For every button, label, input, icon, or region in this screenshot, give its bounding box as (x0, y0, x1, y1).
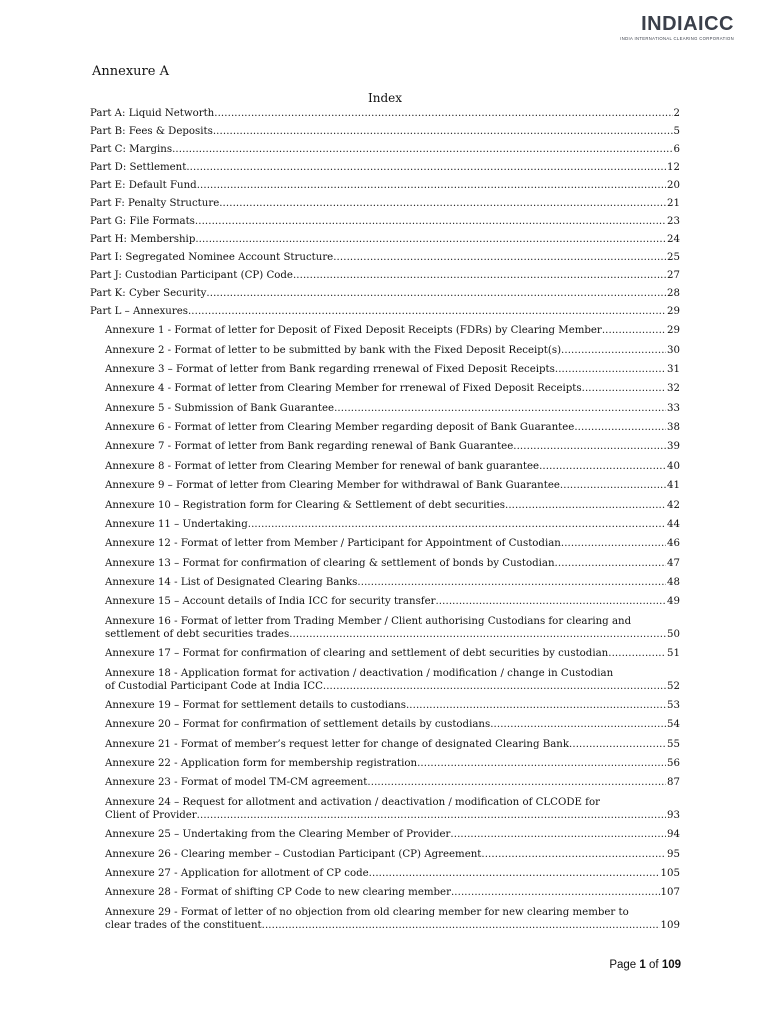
toc-page-number: 53 (667, 699, 680, 711)
toc-page-number: 24 (667, 233, 680, 245)
toc-page-number: 48 (667, 577, 680, 589)
toc-entry-line (90, 143, 680, 156)
toc-entry-title: Part J: Custodian Participant (CP) Code (90, 269, 293, 281)
toc-entry[interactable] (90, 230, 680, 248)
toc-dot-leader (569, 738, 666, 751)
toc-dot-leader (262, 919, 660, 932)
toc-page-number: 33 (667, 402, 680, 414)
toc-entry-line (105, 382, 680, 395)
toc-page-number: 51 (667, 648, 680, 660)
toc-entry-title: Annexure 16 - Format of letter from Trading Member / Client authorising Custodians for clearing and (105, 615, 632, 627)
annexure-heading: Annexure A (92, 64, 169, 79)
toc-page-number: 29 (667, 305, 680, 317)
toc-entry[interactable] (105, 572, 680, 591)
page-word: Page (609, 959, 637, 971)
toc-dot-leader (406, 699, 666, 712)
toc-entry[interactable] (90, 248, 680, 266)
toc-entry-line (90, 161, 680, 174)
toc-dot-leader (293, 269, 666, 282)
toc-entry-title: Annexure 12 - Format of letter from Member / Participant for Appointment of Custodian (105, 538, 561, 550)
toc-entry-title: Annexure 14 - List of Designated Clearing Banks (105, 577, 358, 589)
toc-page-number: 5 (673, 125, 680, 137)
table-of-contents (90, 104, 680, 934)
toc-entry-line (105, 440, 680, 453)
toc-dot-leader (186, 161, 666, 174)
toc-entry-title: Annexure 7 - Format of letter from Bank regarding renewal of Bank Guarantee (105, 441, 514, 453)
toc-entry[interactable] (105, 494, 680, 513)
toc-page-number: 50 (667, 628, 680, 640)
toc-dot-leader (505, 499, 666, 512)
toc-page-number: 95 (667, 848, 680, 860)
current-page-number: 1 (639, 959, 646, 971)
toc-entry-title: Annexure 20 – Format for confirmation of settlement details by custodians (105, 719, 491, 731)
toc-dot-leader (213, 125, 673, 138)
toc-dot-leader (490, 718, 666, 731)
toc-entry[interactable] (105, 456, 680, 475)
toc-entry-line (90, 251, 680, 264)
toc-entry[interactable] (90, 302, 680, 320)
toc-entry-line (105, 460, 680, 473)
toc-entry[interactable] (105, 714, 680, 733)
toc-dot-leader (435, 595, 666, 608)
toc-dot-leader (602, 324, 666, 337)
toc-entry[interactable] (105, 436, 680, 455)
toc-entry-line (90, 269, 680, 282)
toc-entry[interactable] (105, 553, 680, 572)
toc-dot-leader (513, 440, 666, 453)
toc-entry-line (105, 848, 680, 861)
toc-entry-line (105, 499, 680, 512)
toc-entry[interactable] (105, 734, 680, 753)
toc-entry[interactable] (105, 882, 680, 901)
toc-dot-leader (369, 867, 660, 880)
toc-page-number: 23 (667, 215, 680, 227)
toc-entry-title: Annexure 5 - Submission of Bank Guarantee (105, 402, 335, 414)
toc-dot-leader (206, 287, 666, 300)
toc-entry-line (105, 828, 680, 841)
toc-page-number: 38 (667, 422, 680, 434)
toc-page-number: 107 (660, 887, 680, 899)
toc-entry-line (105, 776, 680, 789)
toc-dot-leader (219, 197, 666, 210)
toc-entry-title: Part E: Default Fund (90, 179, 197, 191)
toc-entry-title-continuation: settlement of debt securities trades (105, 628, 290, 640)
toc-dot-leader (367, 776, 666, 789)
toc-entry-title: Annexure 29 - Format of letter of no objection from old clearing member for new clearing member to (105, 906, 629, 918)
toc-entry-line (105, 718, 680, 731)
toc-entry-line (105, 363, 680, 376)
toc-dot-leader (323, 680, 666, 693)
toc-entry-line (105, 518, 680, 531)
toc-entry-title: Part C: Margins (90, 143, 173, 155)
toc-entry[interactable] (105, 611, 680, 643)
toc-dot-leader (195, 215, 666, 228)
toc-entry-title: Annexure 19 – Format for settlement details to custodians (105, 699, 406, 711)
logo-wordmark: INDIAICC (641, 13, 734, 35)
total-pages: 109 (661, 959, 681, 971)
index-title: Index (367, 91, 403, 105)
toc-dot-leader (561, 537, 666, 550)
toc-dot-leader (555, 363, 666, 376)
toc-page-number: 47 (667, 557, 680, 569)
toc-page-number: 54 (667, 719, 680, 731)
toc-entry[interactable] (105, 417, 680, 436)
toc-entry-title: Annexure 28 - Format of shifting CP Code to new clearing member (105, 887, 451, 899)
toc-entry-title: Annexure 1 - Format of letter for Deposit of Fixed Deposit Receipts (FDRs) by Clearing Member (105, 325, 602, 337)
toc-entry[interactable] (105, 863, 680, 882)
toc-entry[interactable] (90, 122, 680, 140)
toc-dot-leader (582, 382, 666, 395)
toc-entry-line (105, 919, 680, 932)
toc-dot-leader (561, 344, 666, 357)
toc-page-number: 40 (667, 460, 680, 472)
toc-entry[interactable] (90, 212, 680, 230)
toc-dot-leader (197, 179, 666, 192)
toc-page-number: 39 (667, 441, 680, 453)
toc-entry[interactable] (90, 176, 680, 194)
toc-entry-title: Annexure 10 – Registration form for Clearing & Settlement of debt securities (105, 499, 505, 511)
toc-entry[interactable] (105, 378, 680, 397)
toc-dot-leader (560, 479, 666, 492)
toc-entry[interactable] (90, 284, 680, 302)
toc-entry[interactable] (105, 591, 680, 610)
toc-page-number: 94 (667, 829, 680, 841)
toc-entry-title: Annexure 27 - Application for allotment of CP code (105, 867, 369, 879)
toc-dot-leader (334, 402, 666, 415)
toc-entry-title: Part L – Annexures (90, 305, 188, 317)
toc-page-number: 2 (673, 107, 680, 119)
toc-entry-title-continuation: clear trades of the constituent (105, 919, 262, 931)
toc-entry-line (105, 324, 680, 337)
toc-entry[interactable] (90, 266, 680, 284)
toc-entry-line (105, 576, 680, 589)
toc-dot-leader (608, 647, 666, 660)
toc-page-number: 93 (667, 809, 680, 821)
toc-dot-leader (481, 848, 666, 861)
toc-page-number: 6 (673, 143, 680, 155)
toc-entry-line (105, 699, 680, 712)
toc-entry-title: Annexure 6 - Format of letter from Clearing Member regarding deposit of Bank Guarantee (105, 422, 575, 434)
toc-entry-title: Annexure 2 - Format of letter to be submitted by bank with the Fixed Deposit Receipt(s) (105, 344, 562, 356)
toc-entry-line (105, 757, 680, 770)
toc-entry-line (105, 537, 680, 550)
toc-entry-title: Annexure 23 - Format of model TM-CM agreement (105, 777, 368, 789)
toc-entry-title: Annexure 24 – Request for allotment and activation / deactivation / modification of CLCODE for (105, 796, 600, 808)
toc-entry-line (105, 595, 680, 608)
toc-entry-title: Annexure 17 – Format for confirmation of clearing and settlement of debt securities by custodian (105, 648, 609, 660)
toc-entry[interactable] (105, 792, 680, 824)
of-word: of (649, 959, 659, 971)
toc-entry-line (90, 287, 680, 300)
toc-page-number: 30 (667, 344, 680, 356)
toc-entry[interactable] (90, 158, 680, 176)
toc-entry-title: Annexure 15 – Account details of India ICC for security transfer (105, 596, 436, 608)
toc-dot-leader (574, 421, 666, 434)
toc-entry-line (105, 680, 680, 693)
toc-page-number: 20 (667, 179, 680, 191)
toc-entry[interactable] (105, 643, 680, 662)
toc-dot-leader (195, 233, 666, 246)
toc-entry-title: Part A: Liquid Networth (90, 107, 215, 119)
toc-entry-title: Annexure 26 - Clearing member – Custodian Participant (CP) Agreement (105, 848, 482, 860)
toc-entry-line (105, 402, 680, 415)
toc-page-number: 29 (667, 325, 680, 337)
toc-dot-leader (289, 628, 666, 641)
toc-page-number: 41 (667, 480, 680, 492)
page-footer (609, 959, 681, 971)
toc-entry-title: Annexure 22 - Application form for membership registration (105, 758, 418, 770)
toc-page-number: 21 (667, 197, 680, 209)
toc-page-number: 55 (667, 738, 680, 750)
toc-dot-leader (539, 460, 666, 473)
toc-dot-leader (197, 809, 666, 822)
toc-entry[interactable] (105, 772, 680, 791)
toc-entry-title: Annexure 9 – Format of letter from Clearing Member for withdrawal of Bank Guarantee (105, 480, 560, 492)
toc-entry-line (90, 125, 680, 138)
toc-dot-leader (417, 757, 666, 770)
toc-dot-leader (248, 518, 666, 531)
toc-entry-line (105, 557, 680, 570)
toc-page-number: 46 (667, 538, 680, 550)
toc-entry-title-continuation: Client of Provider (105, 809, 197, 821)
toc-page-number: 44 (667, 518, 680, 530)
toc-dot-leader (214, 107, 672, 120)
toc-page-number: 109 (660, 919, 680, 931)
toc-page-number: 27 (667, 269, 680, 281)
toc-dot-leader (333, 251, 666, 264)
toc-page-number: 32 (667, 383, 680, 395)
toc-entry-title: Part K: Cyber Security (90, 287, 207, 299)
toc-entry-line (105, 421, 680, 434)
toc-entry-title: Part F: Penalty Structure (90, 197, 220, 209)
toc-entry[interactable] (105, 398, 680, 417)
toc-dot-leader (357, 576, 666, 589)
toc-page-number: 28 (667, 287, 680, 299)
toc-entry-line (105, 344, 680, 357)
toc-entry-title: Annexure 4 - Format of letter from Clearing Member for rrenewal of Fixed Deposit Receipts (105, 383, 582, 395)
toc-page-number: 12 (667, 161, 680, 173)
toc-dot-leader (450, 828, 666, 841)
toc-entry-line (90, 197, 680, 210)
toc-page-number: 105 (660, 867, 680, 879)
toc-entry-line (105, 809, 680, 822)
toc-page-number: 42 (667, 499, 680, 511)
toc-entry-line (105, 867, 680, 880)
toc-entry[interactable] (105, 475, 680, 494)
toc-dot-leader (451, 886, 660, 899)
toc-entry-line (105, 738, 680, 751)
toc-entry[interactable] (105, 902, 680, 934)
toc-entry[interactable] (105, 824, 680, 843)
toc-entry[interactable] (105, 514, 680, 533)
toc-page-number: 25 (667, 251, 680, 263)
toc-entry[interactable] (90, 194, 680, 212)
toc-entry-line (90, 179, 680, 192)
toc-entry-title: Part I: Segregated Nominee Account Structure (90, 251, 334, 263)
toc-entry-title: Annexure 8 - Format of letter from Clearing Member for renewal of bank guarantee (105, 460, 540, 472)
toc-entry-title: Annexure 21 - Format of member’s request letter for change of designated Clearing Bank (105, 738, 570, 750)
toc-entry-line (105, 479, 680, 492)
toc-entry-line (90, 233, 680, 246)
toc-entry[interactable] (105, 753, 680, 772)
toc-entry-line (90, 305, 680, 318)
toc-entry-title: Part D: Settlement (90, 161, 187, 173)
toc-entry[interactable] (90, 140, 680, 158)
toc-entry[interactable] (105, 662, 680, 694)
toc-entry-title: Annexure 18 - Application format for activation / deactivation / modification / change in Custodian (105, 667, 614, 679)
toc-page-number: 31 (667, 363, 680, 375)
toc-page-number: 87 (667, 777, 680, 789)
toc-dot-leader (172, 143, 672, 156)
toc-entry-title: Annexure 13 – Format for confirmation of clearing & settlement of bonds by Custodian (105, 557, 555, 569)
toc-entry-line (90, 215, 680, 228)
toc-entry-line (90, 107, 680, 120)
toc-entry[interactable] (105, 339, 680, 358)
india-icc-logo (620, 14, 734, 41)
toc-page-number: 56 (667, 758, 680, 770)
toc-entry-line (105, 886, 680, 899)
toc-entry-title: Annexure 3 – Format of letter from Bank regarding rrenewal of Fixed Deposit Receipts (105, 363, 555, 375)
toc-page-number: 49 (667, 596, 680, 608)
toc-entry[interactable] (105, 533, 680, 552)
toc-entry-title: Annexure 11 – Undertaking (105, 518, 248, 530)
toc-entry[interactable] (105, 320, 680, 339)
toc-dot-leader (555, 557, 667, 570)
toc-entry-line (105, 647, 680, 660)
toc-page-number: 52 (667, 680, 680, 692)
toc-entry[interactable] (105, 695, 680, 714)
toc-dot-leader (188, 305, 666, 318)
toc-entry[interactable] (105, 359, 680, 378)
toc-entry-line (105, 628, 680, 641)
toc-entry-title: Part H: Membership (90, 233, 196, 245)
toc-entry-title-continuation: of Custodial Participant Code at India ICC (105, 680, 323, 692)
toc-entry-title: Part B: Fees & Deposits (90, 125, 213, 137)
toc-entry-title: Annexure 25 – Undertaking from the Clearing Member of Provider (105, 829, 451, 841)
toc-entry[interactable] (90, 104, 680, 122)
toc-entry[interactable] (105, 843, 680, 862)
logo-subtitle: INDIA INTERNATIONAL CLEARING CORPORATION (620, 36, 734, 41)
toc-entry-title: Part G: File Formats (90, 215, 195, 227)
